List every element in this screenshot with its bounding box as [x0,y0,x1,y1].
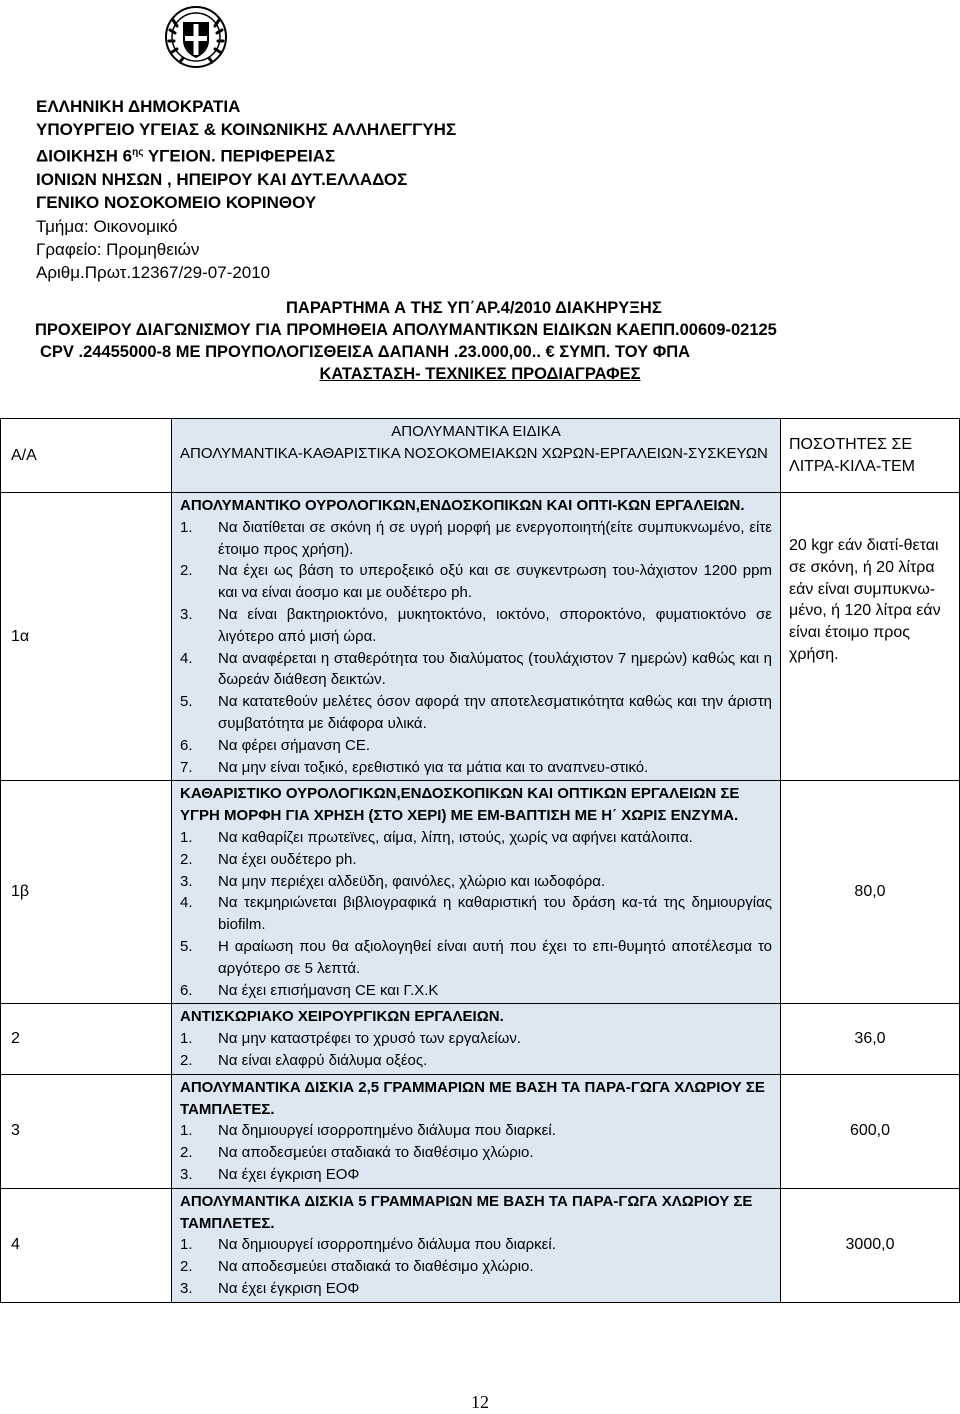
list-item: 5. Να κατατεθούν μελέτες όσον αφορά την αποτελεσματικότητα καθώς και την άριστη συμβατότητα με διάφορα υλικά. [180,693,772,732]
annex-line-2: ΠΡΟΧΕΙΡΟΥ ΔΙΑΓΩΝΙΣΜΟΥ ΓΙΑ ΠΡΟΜΗΘΕΙΑ ΑΠΟΛΥΜΑΝΤΙΚΩΝ ΕΙΔΙΚΩΝ ΚΑΕΠΠ.00609-02125 [35,321,777,339]
list-item: 1. Να διατίθεται σε σκόνη ή σε υγρή μορφή με ενεργοποιητή(είτε συμπυκνωμένο, είτε έτοιμο προς χρήση). [180,518,772,558]
row-description [172,493,781,781]
row-aa: 1β [1,781,172,1004]
row-title: ΑΠΟΛΥΜΑΝΤΙΚΑ ΔΙΣΚΙΑ 5 ΓΡΑΜΜΑΡΙΩΝ ΜΕ ΒΑΣΗ ΤΑ ΠΑΡΑ-ΓΩΓΑ ΧΛΩΡΙΟΥ ΣΕ ΤΑΜΠΛΕΤΕΣ. [180,1192,753,1232]
list-item: 7. Να μην είναι τοξικό, ερεθιστικό για τα μάτια και το αναπνευ-στικό. [180,758,649,776]
table-row [1,493,960,781]
list-item: 3. Να μην περιέχει αλδεϋδη, φαινόλες, χλώριο και ιωδοφόρα. [180,872,606,890]
header-line: Γραφείο: Προμηθειών [36,239,200,259]
list-item: 1. Να μην καταστρέφει το χρυσό των εργαλείων. [180,1030,521,1048]
list-item: 2. Να αποδεσμεύει σταδιακά το διαθέσιμο χλώριο. [180,1258,534,1276]
list-item: 2. Να αποδεσμεύει σταδιακά το διαθέσιμο χλώριο. [180,1144,534,1162]
table-row [1,781,960,1004]
requirements-list [180,1028,772,1072]
table-row [1,1004,960,1074]
requirements-list [180,827,772,1001]
list-item: 3. Να είναι βακτηριοκτόνο, μυκητοκτόνο, ιοκτόνο, σποροκτόνο, φυματιοκτόνο σε λιγότερο από μισή ώρα. [180,605,772,645]
table-row [1,1074,960,1188]
list-item: 2. Να έχει ως βάση το υπεροξεικό οξύ και σε συγκεντρωση του-λάχιστον 1200 ppm και να είναι άοσμο και με ουδέτερο ph. [180,562,772,602]
header-line: ΕΛΛΗΝΙΚΗ ΔΗΜΟΚΡΑΤΙΑ [36,97,241,116]
list-item: 5. Η αραίωση που θα αξιολογηθεί είναι αυτή που έχει το επι-θυμητό αποτέλεσμα το αργότερο σε 5 λεπτά. [180,937,772,977]
row-description [172,1004,781,1074]
row-aa: 2 [1,1004,172,1074]
greek-coat-of-arms-icon [163,4,229,70]
list-item: 3. Να έχει έγκριση ΕΟΦ [180,1279,360,1297]
row-quantity: 600,0 [781,1074,960,1188]
row-quantity: 36,0 [781,1004,960,1074]
header-line: Τμήμα: Οικονομικό [36,216,178,236]
header-line: ΔΙΟΙΚΗΣΗ $6^{\eta\varsigma}$ ΥΓΕΙΟΝ. ΠΕΡΙΦΕΡΕΙΑΣ [36,147,336,167]
annex-line-4: ΚΑΤΑΣΤΑΣΗ- ΤΕΧΝΙΚΕΣ ΠΡΟΔΙΑΓΡΑΦΕΣ [319,365,641,383]
row-description [172,1074,781,1188]
list-item: 2. Να είναι ελαφρύ διάλυμα οξέος. [180,1051,428,1069]
list-item: 6. Να έχει επισήμανση CE και Γ.Χ.Κ [180,981,439,999]
row-aa: 3 [1,1074,172,1188]
specifications-table [0,418,960,1303]
requirements-list [180,1234,772,1299]
row-title: ΚΑΘΑΡΙΣΤΙΚΟ ΟΥΡΟΛΟΓΙΚΩΝ,ΕΝΔΟΣΚΟΠΙΚΩΝ ΚΑΙ ΟΠΤΙΚΩΝ ΕΡΓΑΛΕΙΩΝ ΣΕ ΥΓΡΗ ΜΟΡΦΗ ΓΙΑ ΧΡΗΣΗ (ΣΤΟ ΧΕΡΙ) ΜΕ ΕΜ-ΒΑΠΤΙΣΗ ΜΕ Η΄ ΧΩΡΙΣ ΕΝΖΥΜΑ. [180,785,740,825]
annex-line-1: ΠΑΡΑΡΤΗΜΑ Α ΤΗΣ ΥΠ΄ΑΡ.4/2010 ΔΙΑΚΗΡΥΞΗΣ [286,299,662,317]
row-title: ΑΠΟΛΥΜΑΝΤΙΚΑ ΔΙΣΚΙΑ 2,5 ΓΡΑΜΜΑΡΙΩΝ ΜΕ ΒΑΣΗ ΤΑ ΠΑΡΑ-ΓΩΓΑ ΧΛΩΡΙΟΥ ΣΕ ΤΑΜΠΛΕΤΕΣ. [180,1078,765,1118]
list-item: 2. Να έχει ουδέτερο ph. [180,850,357,868]
header-line: ΓΕΝΙΚΟ ΝΟΣΟΚΟΜΕΙΟ ΚΟΡΙΝΘΟΥ [36,193,317,213]
row-quantity: 20 kgr εάν διατί-θεται σε σκόνη, ή 20 λίτρα εάν είναι συμπυκνω-μένο, ή 120 λίτρα εάν είναι έτοιμο προς χρήση. [781,493,960,781]
issuer-header [36,95,456,284]
list-item: 6. Να φέρει σήμανση CE. [180,736,370,754]
header-line: ΙΟΝΙΩΝ ΝΗΣΩΝ , ΗΠΕΙΡΟΥ ΚΑΙ ΔΥΤ.ΕΛΛΑΔΟΣ [36,170,408,190]
row-aa: 1α [1,493,172,781]
list-item: 1. Να δημιουργεί ισορροπημένο διάλυμα που διαρκεί. [180,1236,556,1254]
list-item: 3. Να έχει έγκριση ΕΟΦ [180,1165,360,1183]
header-subcategory: ΑΠΟΛΥΜΑΝΤΙΚΑ-ΚΑΘΑΡΙΣΤΙΚΑ ΝΟΣΟΚΟΜΕΙΑΚΩΝ ΧΩΡΩΝ-ΕΡΓΑΛΕΙΩΝ-ΣΥΣΚΕΥΩΝ [180,444,768,462]
list-item: 1. Να δημιουργεί ισορροπημένο διάλυμα που διαρκεί. [180,1122,556,1140]
header-quantity: ΠΟΣΟΤΗΤΕΣ ΣΕ ΛΙΤΡΑ-ΚΙΛΑ-ΤΕΜ [781,419,960,493]
list-item: 1. Να καθαρίζει πρωτεϊνες, αίμα, λίπη, ιστούς, χωρίς να αφήνει κατάλοιπα. [180,828,693,846]
table-row [1,1188,960,1302]
header-description [172,419,781,493]
protocol-number: Αριθμ.Πρωτ.12367/29-07-2010 [36,263,271,283]
table-header-row [1,419,960,493]
header-line: ΥΠΟΥΡΓΕΙΟ ΥΓΕΙΑΣ & ΚΟΙΝΩΝΙΚΗΣ ΑΛΛΗΛΕΓΓΥΗΣ [36,120,457,140]
row-title: ΑΝΤΙΣΚΩΡΙΑΚΟ ΧΕΙΡΟΥΡΓΙΚΩΝ ΕΡΓΑΛΕΙΩΝ. [180,1008,504,1026]
row-description [172,1188,781,1302]
requirements-list [180,517,772,779]
annex-line-3: CPV .24455000-8 ΜΕ ΠΡΟΥΠΟΛΟΓΙΣΘΕΙΣΑ ΔΑΠΑΝΗ .23.000,00.. € ΣΥΜΠ. ΤΟΥ ΦΠΑ [40,343,691,361]
row-quantity: 80,0 [781,781,960,1004]
annex-title [0,297,960,385]
list-item: 4. Να τεκμηριώνεται βιβλιογραφικά η καθαριστική του δράση κα-τά της δημιουργίας biofilm. [180,894,772,934]
row-description [172,781,781,1004]
row-aa: 4 [1,1188,172,1302]
header-category: ΑΠΟΛΥΜΑΝΤΙΚΑ ΕΙΔΙΚΑ [391,423,561,440]
requirements-list [180,1120,772,1185]
header-aa: Α/Α [1,419,172,493]
list-item: 4. Να αναφέρεται η σταθερότητα του διαλύματος (τουλάχιστον 7 ημερών) καθώς και η δωρεάν διάθεση δεικτών. [180,649,772,689]
row-quantity: 3000,0 [781,1188,960,1302]
page-number: 12 [471,1392,489,1412]
row-title: ΑΠΟΛΥΜΑΝΤΙΚΟ ΟΥΡΟΛΟΓΙΚΩΝ,ΕΝΔΟΣΚΟΠΙΚΩΝ ΚΑΙ ΟΠΤΙ-ΚΩΝ ΕΡΓΑΛΕΙΩΝ. [180,497,745,514]
